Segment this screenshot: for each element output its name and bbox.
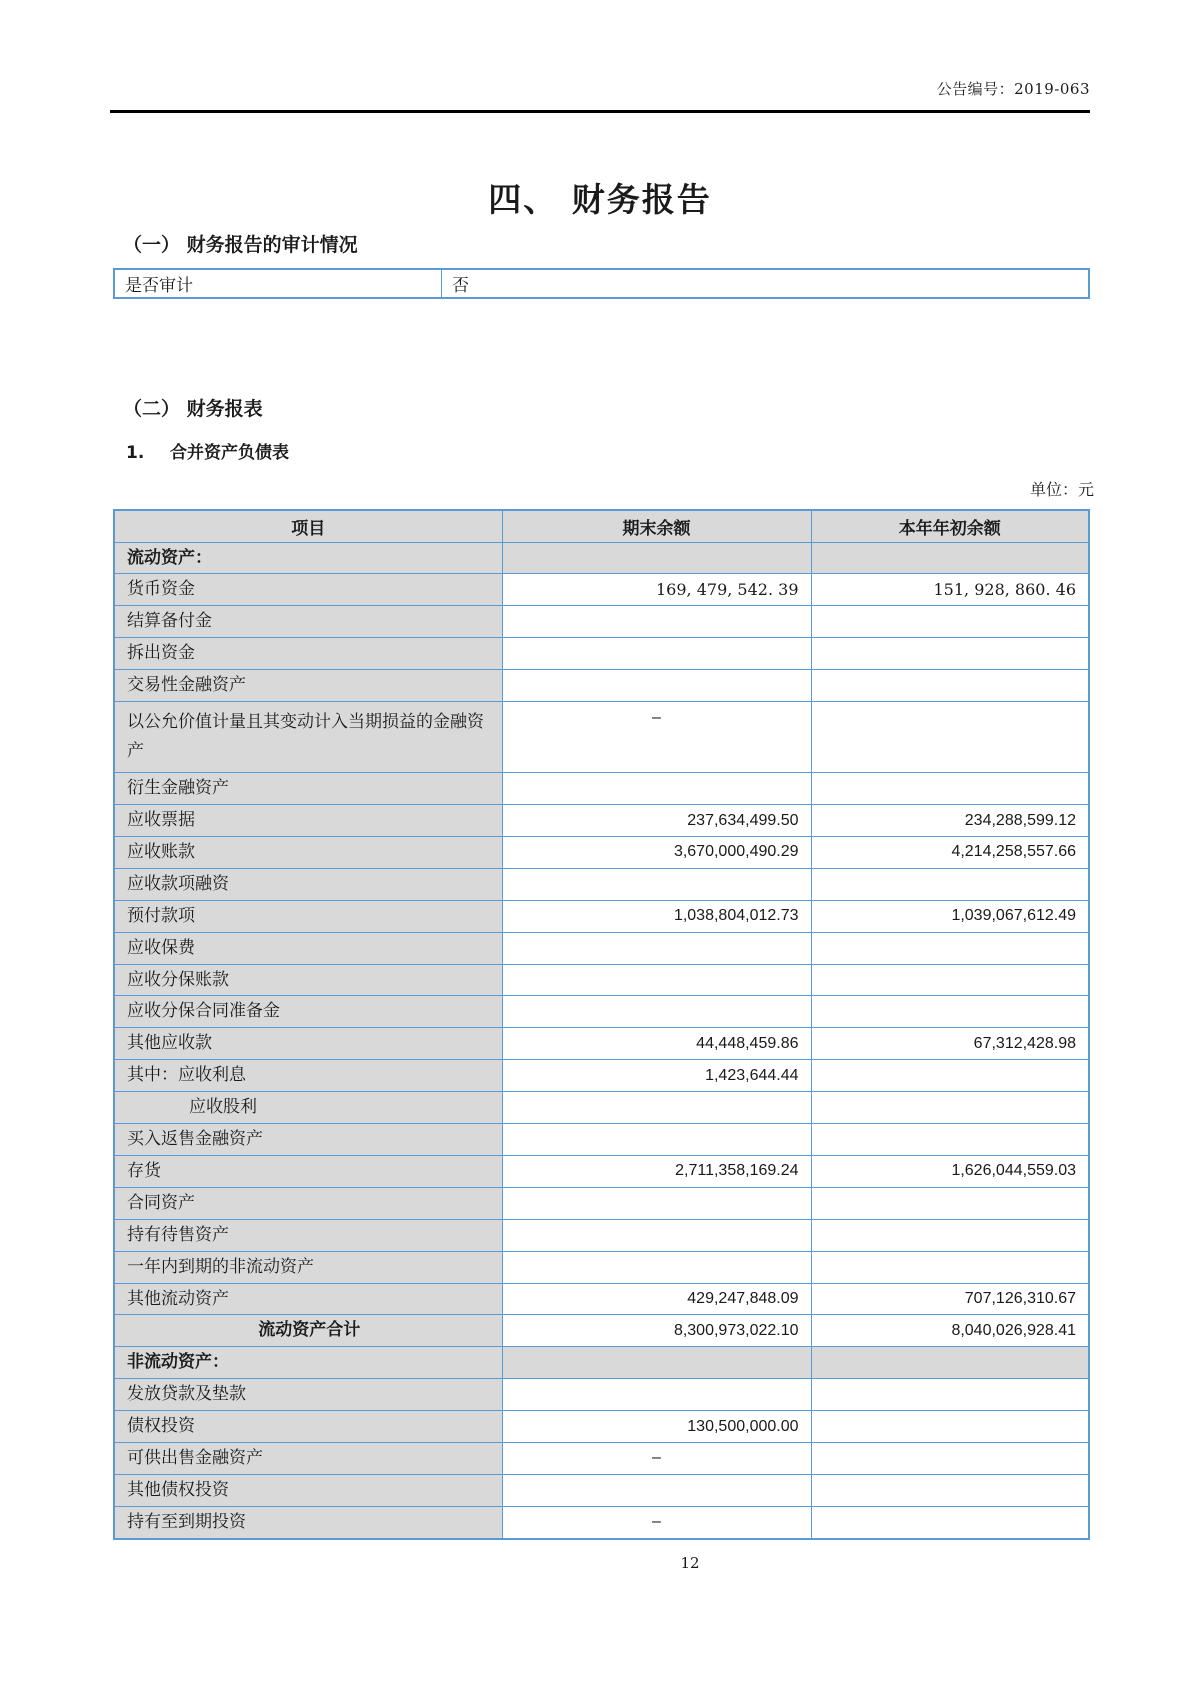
table-row: [114, 638, 1089, 670]
ending-balance-cell: [502, 932, 811, 964]
row-label: 其他债权投资: [114, 1474, 502, 1506]
audit-answer-cell: 否: [442, 269, 1090, 298]
row-label: 应收股利: [114, 1092, 502, 1124]
item-title: 合并资产负债表: [170, 443, 289, 463]
row-label: 非流动资产：: [114, 1347, 502, 1379]
audit-row: [114, 269, 1089, 298]
ending-balance-cell: [502, 638, 811, 670]
beginning-balance-cell: 4,214,258,557.66: [811, 837, 1089, 869]
table-row: [114, 1251, 1089, 1283]
beginning-balance-cell: [811, 542, 1089, 574]
beginning-balance-cell: [811, 1347, 1089, 1379]
beginning-balance-cell: [811, 932, 1089, 964]
beginning-balance-cell: 234,288,599.12: [811, 805, 1089, 837]
table-row: [114, 1219, 1089, 1251]
table-row: [114, 1442, 1089, 1474]
beginning-balance-cell: [811, 701, 1089, 772]
table-row: [114, 1474, 1089, 1506]
table-row: [114, 1028, 1089, 1060]
row-label: 应收账款: [114, 837, 502, 869]
row-label: 拆出资金: [114, 638, 502, 670]
row-label: 流动资产合计: [114, 1315, 502, 1347]
beginning-balance-cell: [811, 1379, 1089, 1411]
statement-item-heading: [126, 438, 289, 463]
statements-section-heading: （二） 财务报表: [123, 398, 263, 420]
table-row: [114, 1283, 1089, 1315]
table-row: [114, 932, 1089, 964]
table-row: [114, 574, 1089, 606]
beginning-balance-cell: [811, 1060, 1089, 1092]
ending-balance-cell: [502, 1219, 811, 1251]
beginning-balance-cell: [811, 1124, 1089, 1156]
row-label: 流动资产：: [114, 542, 502, 574]
row-label: 交易性金融资产: [114, 670, 502, 702]
beginning-balance-cell: 1,039,067,612.49: [811, 900, 1089, 932]
table-row: [114, 1155, 1089, 1187]
ending-balance-cell: 3,670,000,490.29: [502, 837, 811, 869]
col-header-item: 项目: [114, 510, 502, 542]
ending-balance-cell: [502, 996, 811, 1028]
beginning-balance-cell: [811, 1092, 1089, 1124]
row-label: 买入返售金融资产: [114, 1124, 502, 1156]
col-header-beginning-balance: 本年年初余额: [811, 510, 1089, 542]
beginning-balance-cell: [811, 773, 1089, 805]
table-row: [114, 1124, 1089, 1156]
table-row: [114, 1187, 1089, 1219]
ending-balance-cell: [502, 964, 811, 996]
ending-balance-cell: [502, 773, 811, 805]
row-label: 以公允价值计量且其变动计入当期损益的金融资产: [114, 701, 502, 772]
ending-balance-cell: [502, 1347, 811, 1379]
row-label: 存货: [114, 1155, 502, 1187]
ending-balance-cell: [502, 1187, 811, 1219]
table-row: [114, 996, 1089, 1028]
row-label: 发放贷款及垫款: [114, 1379, 502, 1411]
ending-balance-cell: –: [502, 701, 811, 772]
section-row: [114, 542, 1089, 574]
ending-balance-cell: –: [502, 1506, 811, 1538]
ending-balance-cell: 169, 479, 542. 39: [502, 574, 811, 606]
table-row: [114, 1379, 1089, 1411]
ending-balance-cell: [502, 542, 811, 574]
table-row: [114, 1092, 1089, 1124]
table-row: [114, 900, 1089, 932]
total-row: [114, 1315, 1089, 1347]
ending-balance-cell: 44,448,459.86: [502, 1028, 811, 1060]
table-row: [114, 1060, 1089, 1092]
row-label: 其他流动资产: [114, 1283, 502, 1315]
row-label: 合同资产: [114, 1187, 502, 1219]
row-label: 衍生金融资产: [114, 773, 502, 805]
beginning-balance-cell: [811, 1251, 1089, 1283]
table-row: [114, 837, 1089, 869]
row-label: 应收分保合同准备金: [114, 996, 502, 1028]
beginning-balance-cell: [811, 964, 1089, 996]
beginning-balance-cell: [811, 670, 1089, 702]
page-title: 四、 财务报告: [488, 180, 712, 219]
row-label: 应收款项融资: [114, 868, 502, 900]
ending-balance-cell: [502, 1379, 811, 1411]
table-row: [114, 805, 1089, 837]
table-row: [114, 701, 1089, 772]
ending-balance-cell: [502, 606, 811, 638]
beginning-balance-cell: [811, 1187, 1089, 1219]
ending-balance-cell: –: [502, 1442, 811, 1474]
announcement-number: 公告编号：2019-063: [936, 80, 1090, 98]
ending-balance-cell: [502, 1092, 811, 1124]
row-label: 结算备付金: [114, 606, 502, 638]
ending-balance-cell: 1,038,804,012.73: [502, 900, 811, 932]
ending-balance-cell: [502, 1474, 811, 1506]
row-label: 应收保费: [114, 932, 502, 964]
beginning-balance-cell: [811, 606, 1089, 638]
row-label: 预付款项: [114, 900, 502, 932]
row-label: 应收票据: [114, 805, 502, 837]
ending-balance-cell: [502, 868, 811, 900]
ending-balance-cell: [502, 1124, 811, 1156]
beginning-balance-cell: [811, 868, 1089, 900]
table-row: [114, 964, 1089, 996]
beginning-balance-cell: [811, 638, 1089, 670]
beginning-balance-cell: 151, 928, 860. 46: [811, 574, 1089, 606]
ending-balance-cell: 429,247,848.09: [502, 1283, 811, 1315]
table-row: [114, 868, 1089, 900]
section-row: [114, 1347, 1089, 1379]
table-row: [114, 1506, 1089, 1538]
beginning-balance-cell: [811, 996, 1089, 1028]
beginning-balance-cell: [811, 1442, 1089, 1474]
ending-balance-cell: 2,711,358,169.24: [502, 1155, 811, 1187]
row-label: 可供出售金融资产: [114, 1442, 502, 1474]
beginning-balance-cell: [811, 1506, 1089, 1538]
audit-table: [113, 268, 1090, 299]
beginning-balance-cell: 707,126,310.67: [811, 1283, 1089, 1315]
table-row: [114, 606, 1089, 638]
ending-balance-cell: [502, 1251, 811, 1283]
row-label: 持有至到期投资: [114, 1506, 502, 1538]
page-number: 12: [680, 1554, 700, 1572]
table-row: [114, 670, 1089, 702]
row-label: 应收分保账款: [114, 964, 502, 996]
ending-balance-cell: 1,423,644.44: [502, 1060, 811, 1092]
balance-sheet-header-row: [114, 510, 1089, 542]
ending-balance-cell: 8,300,973,022.10: [502, 1315, 811, 1347]
balance-sheet-table: [113, 509, 1090, 1540]
audit-question-cell: 是否审计: [114, 269, 442, 298]
header-rule: [110, 110, 1090, 113]
item-number: 1.: [126, 443, 145, 463]
row-label: 持有待售资产: [114, 1219, 502, 1251]
beginning-balance-cell: [811, 1474, 1089, 1506]
row-label: 货币资金: [114, 574, 502, 606]
table-row: [114, 1411, 1089, 1443]
row-label: 其他应收款: [114, 1028, 502, 1060]
ending-balance-cell: 130,500,000.00: [502, 1411, 811, 1443]
ending-balance-cell: [502, 670, 811, 702]
beginning-balance-cell: 1,626,044,559.03: [811, 1155, 1089, 1187]
table-row: [114, 773, 1089, 805]
row-label: 债权投资: [114, 1411, 502, 1443]
ending-balance-cell: 237,634,499.50: [502, 805, 811, 837]
row-label: 一年内到期的非流动资产: [114, 1251, 502, 1283]
row-label: 其中：应收利息: [114, 1060, 502, 1092]
audit-section-heading: （一） 财务报告的审计情况: [123, 234, 358, 256]
col-header-ending-balance: 期末余额: [502, 510, 811, 542]
balance-sheet-body: [114, 542, 1089, 1539]
beginning-balance-cell: [811, 1219, 1089, 1251]
beginning-balance-cell: [811, 1411, 1089, 1443]
unit-label: 单位：元: [1029, 480, 1094, 499]
beginning-balance-cell: 8,040,026,928.41: [811, 1315, 1089, 1347]
beginning-balance-cell: 67,312,428.98: [811, 1028, 1089, 1060]
